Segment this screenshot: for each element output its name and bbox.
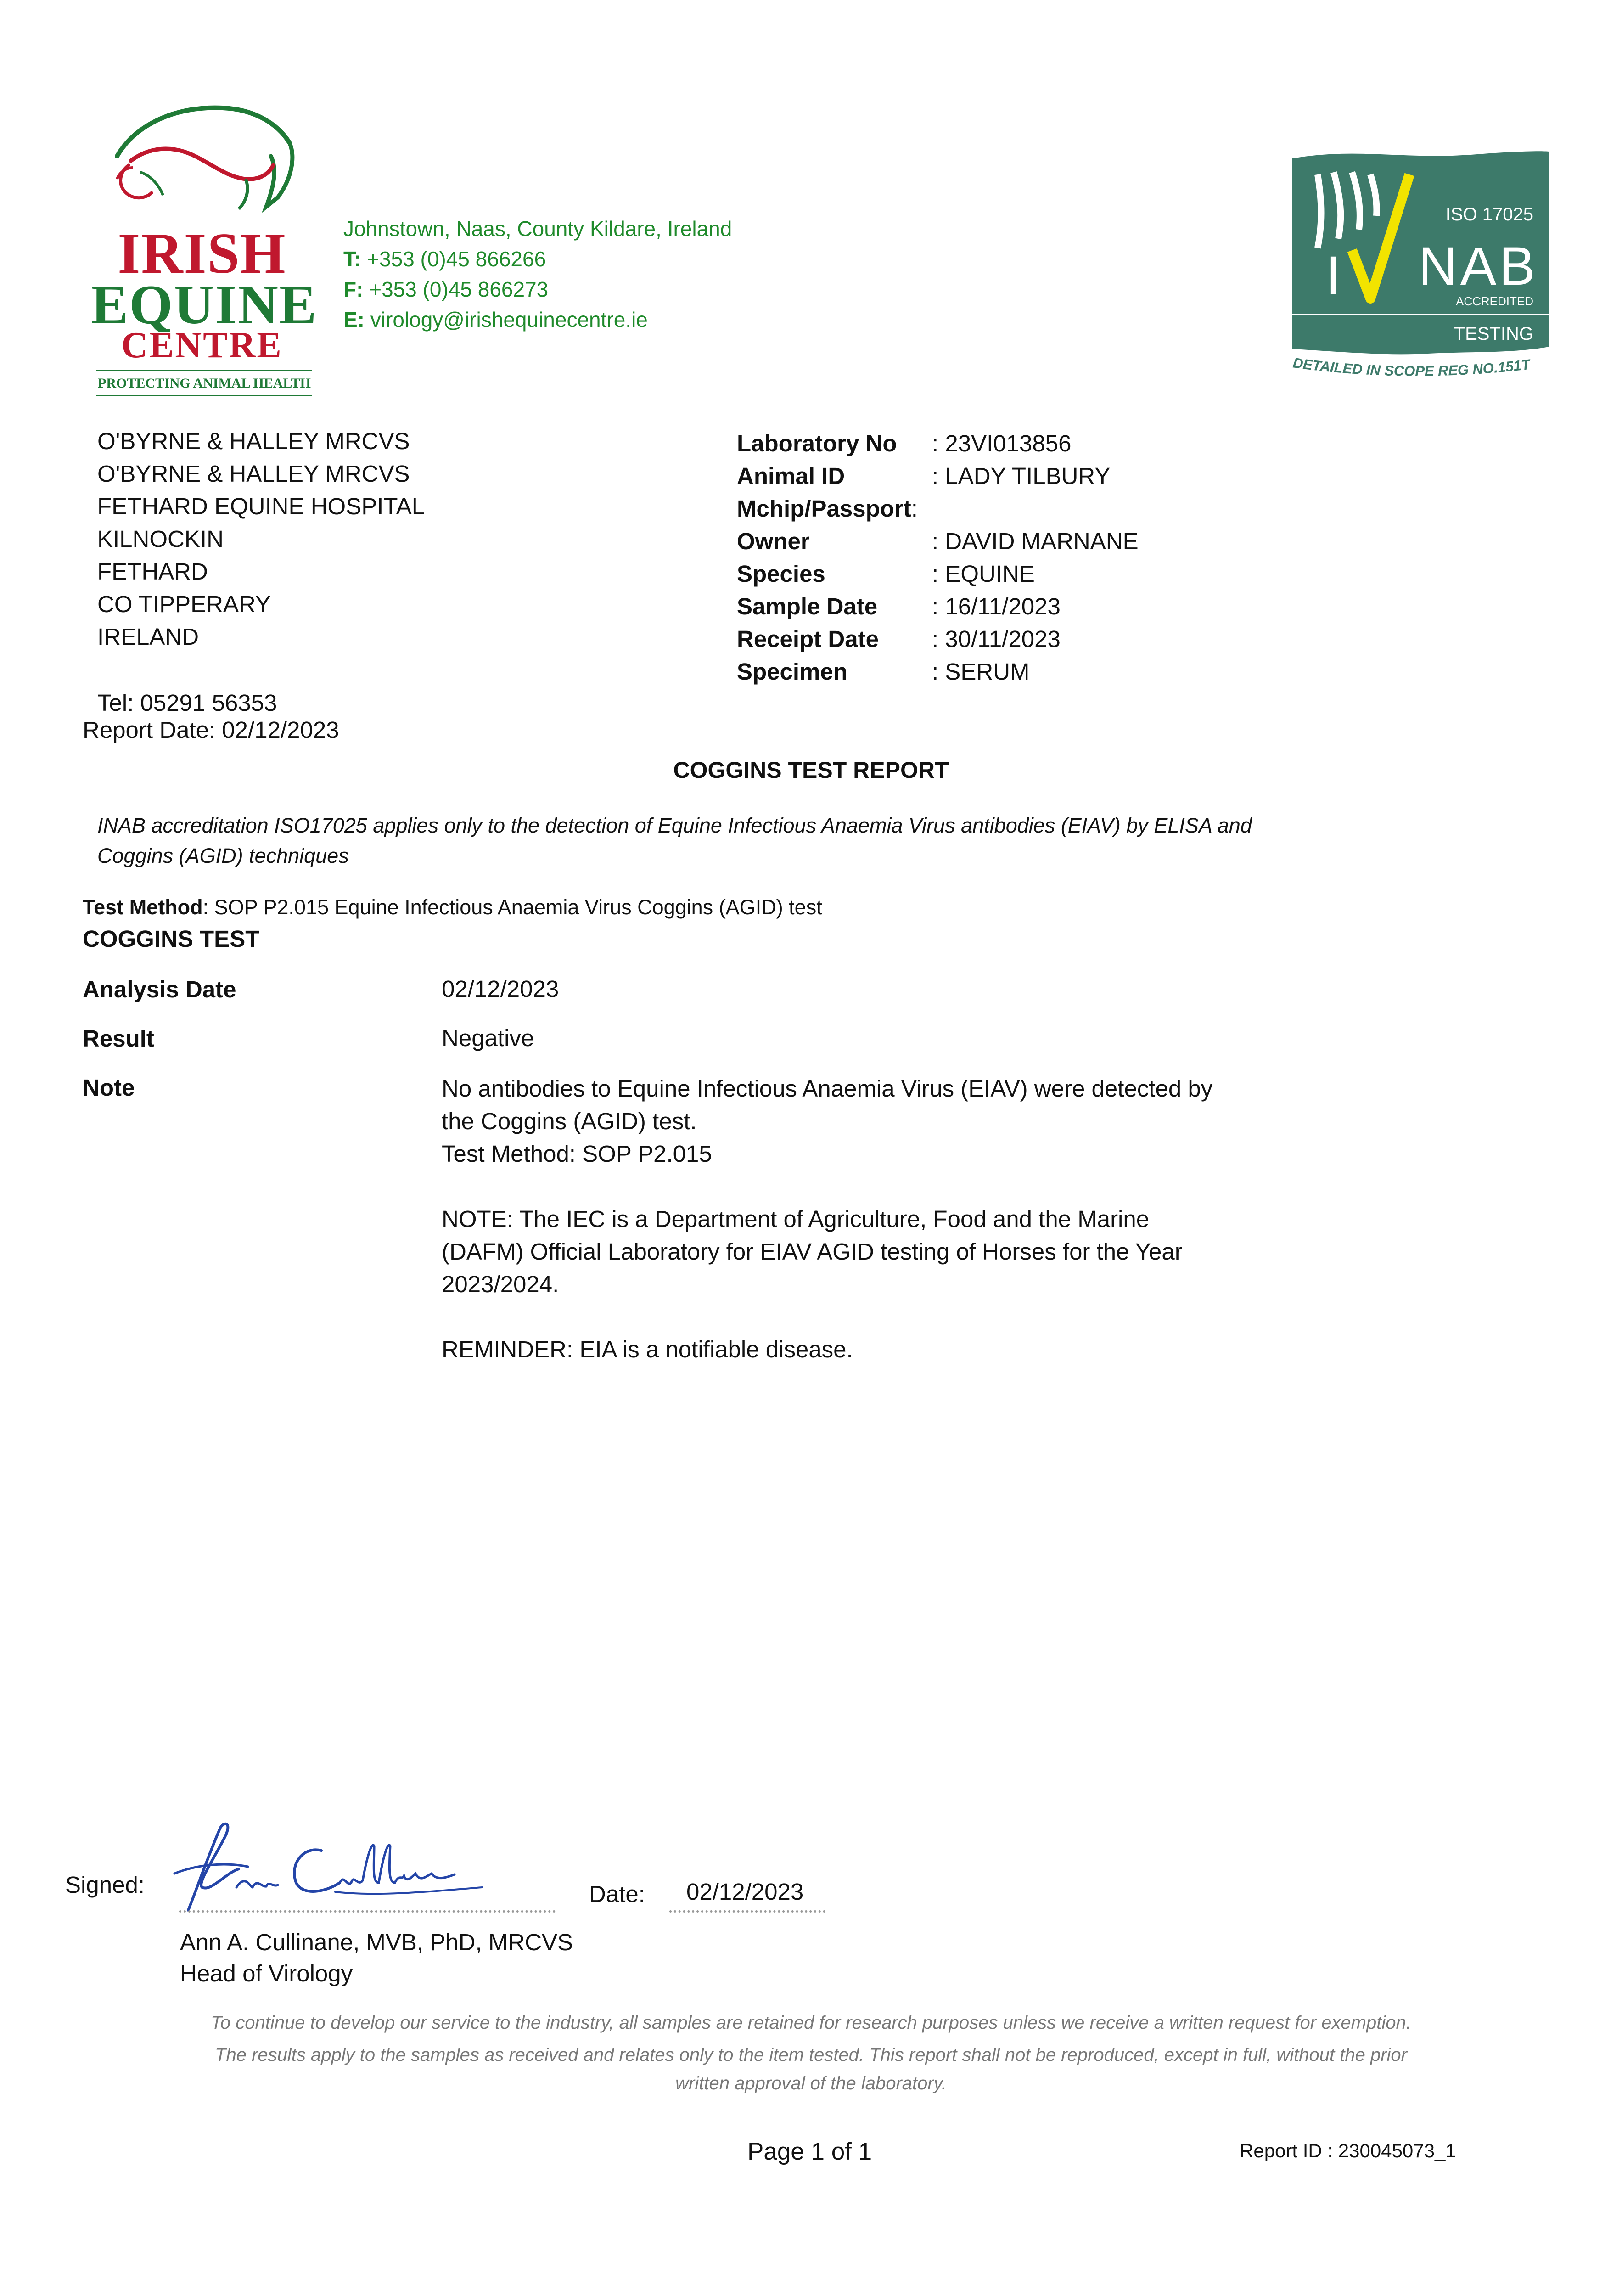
- analysis-date-value: 02/12/2023: [442, 976, 559, 1002]
- recipient-tel: Tel: 05291 56353: [97, 690, 277, 716]
- badge-name: NAB: [1418, 236, 1538, 297]
- note-line: REMINDER: EIA is a notifiable disease.: [442, 1336, 853, 1362]
- specimen-value: : SERUM: [932, 658, 1030, 685]
- fax-label: F:: [343, 277, 364, 301]
- note-line: No antibodies to Equine Infectious Anaemia Virus (EIAV) were detected by: [442, 1075, 1213, 1102]
- contact-address: Johnstown, Naas, County Kildare, Ireland: [343, 217, 732, 241]
- report-title: COGGINS TEST REPORT: [673, 757, 949, 783]
- recipient-line: O'BYRNE & HALLEY MRCVS: [97, 428, 410, 454]
- laboratory-no-value: : 23VI013856: [932, 430, 1072, 456]
- owner-label: Owner: [737, 528, 810, 554]
- test-method: [83, 895, 822, 919]
- note-line: 2023/2024.: [442, 1271, 559, 1297]
- result-value: Negative: [442, 1025, 534, 1051]
- footer-note-line: The results apply to the samples as received and relates only to the item tested. This report shall not be reproduced, except in full, without the prior: [215, 2045, 1407, 2065]
- contact-phone: [343, 244, 546, 274]
- recipient-line: FETHARD EQUINE HOSPITAL: [97, 493, 425, 519]
- note-line: the Coggins (AGID) test.: [442, 1108, 697, 1134]
- inab-note-line: Coggins (AGID) techniques: [97, 844, 349, 867]
- badge-iso: ISO 17025: [1445, 204, 1533, 225]
- signature-line: [179, 1910, 556, 1913]
- owner-value: : DAVID MARNANE: [932, 528, 1139, 554]
- test-method-label: Test Method: [83, 895, 203, 919]
- test-method-value: : SOP P2.015 Equine Infectious Anaemia Virus Coggins (AGID) test: [202, 895, 822, 919]
- specimen-label: Specimen: [737, 658, 847, 685]
- report-date: Report Date: 02/12/2023: [83, 717, 339, 743]
- email-label: E:: [343, 308, 365, 332]
- logo-word-equine: EQUINE: [91, 274, 318, 336]
- email-address: virology@irishequinecentre.ie: [370, 308, 648, 332]
- species-label: Species: [737, 561, 825, 587]
- phone-number: +353 (0)45 866266: [367, 247, 546, 271]
- recipient-line: O'BYRNE & HALLEY MRCVS: [97, 461, 410, 487]
- date-label: Date:: [589, 1881, 645, 1907]
- inab-accreditation-badge: [1290, 147, 1552, 386]
- recipient-line: IRELAND: [97, 624, 199, 650]
- sample-date-value: : 16/11/2023: [932, 593, 1061, 619]
- signer-title: Head of Virology: [180, 1960, 353, 1986]
- logo-tagline: PROTECTING ANIMAL HEALTH: [98, 376, 311, 391]
- badge-accredited: ACCREDITED: [1455, 294, 1533, 308]
- phone-label: T:: [343, 247, 361, 271]
- badge-letter-i: I: [1326, 245, 1341, 306]
- receipt-date-value: : 30/11/2023: [932, 626, 1061, 652]
- date-value: 02/12/2023: [686, 1879, 804, 1905]
- logo-divider: [96, 370, 312, 371]
- animal-id-label: Animal ID: [737, 463, 845, 489]
- contact-fax: [343, 274, 548, 304]
- section-title: COGGINS TEST: [83, 926, 260, 952]
- handwritten-signature: [170, 1818, 500, 1919]
- recipient-line: CO TIPPERARY: [97, 591, 271, 617]
- recipient-line: FETHARD: [97, 558, 208, 585]
- mchip-label: Mchip/Passport:: [737, 495, 918, 522]
- signed-label: Signed:: [65, 1872, 145, 1898]
- inab-note-line: INAB accreditation ISO17025 applies only to the detection of Equine Infectious Anaemia Virus antibodies (EIAV) by ELISA and: [97, 814, 1252, 837]
- badge-scope: DETAILED IN SCOPE REG NO.151T: [1291, 355, 1531, 379]
- signer-name: Ann A. Cullinane, MVB, PhD, MRCVS: [180, 1929, 573, 1955]
- logo-word-centre: CENTRE: [121, 325, 283, 366]
- date-line: [669, 1910, 825, 1913]
- footer-note-line: written approval of the laboratory.: [675, 2073, 947, 2093]
- note-line: Test Method: SOP P2.015: [442, 1141, 712, 1167]
- sample-date-label: Sample Date: [737, 593, 878, 619]
- badge-testing: TESTING: [1454, 324, 1533, 344]
- receipt-date-label: Receipt Date: [737, 626, 879, 652]
- page-number: Page 1 of 1: [747, 2138, 872, 2165]
- note-label: Note: [83, 1075, 135, 1101]
- report-id: Report ID : 230045073_1: [1240, 2140, 1456, 2161]
- note-line: (DAFM) Official Laboratory for EIAV AGID testing of Horses for the Year: [442, 1238, 1183, 1265]
- recipient-line: KILNOCKIN: [97, 526, 224, 552]
- logo-word-irish: IRISH: [118, 222, 286, 286]
- note-line: NOTE: The IEC is a Department of Agriculture, Food and the Marine: [442, 1206, 1150, 1232]
- horse-logo-icon: [108, 92, 310, 216]
- analysis-date-label: Analysis Date: [83, 976, 236, 1002]
- species-value: : EQUINE: [932, 561, 1035, 587]
- footer-note-line: To continue to develop our service to the industry, all samples are retained for research purposes unless we receive a written request for exemption.: [211, 2013, 1411, 2033]
- contact-email: [343, 304, 648, 335]
- logo-divider: [96, 395, 312, 396]
- laboratory-no-label: Laboratory No: [737, 430, 897, 456]
- animal-id-value: : LADY TILBURY: [932, 463, 1111, 489]
- result-label: Result: [83, 1025, 154, 1052]
- fax-number: +353 (0)45 866273: [369, 277, 549, 301]
